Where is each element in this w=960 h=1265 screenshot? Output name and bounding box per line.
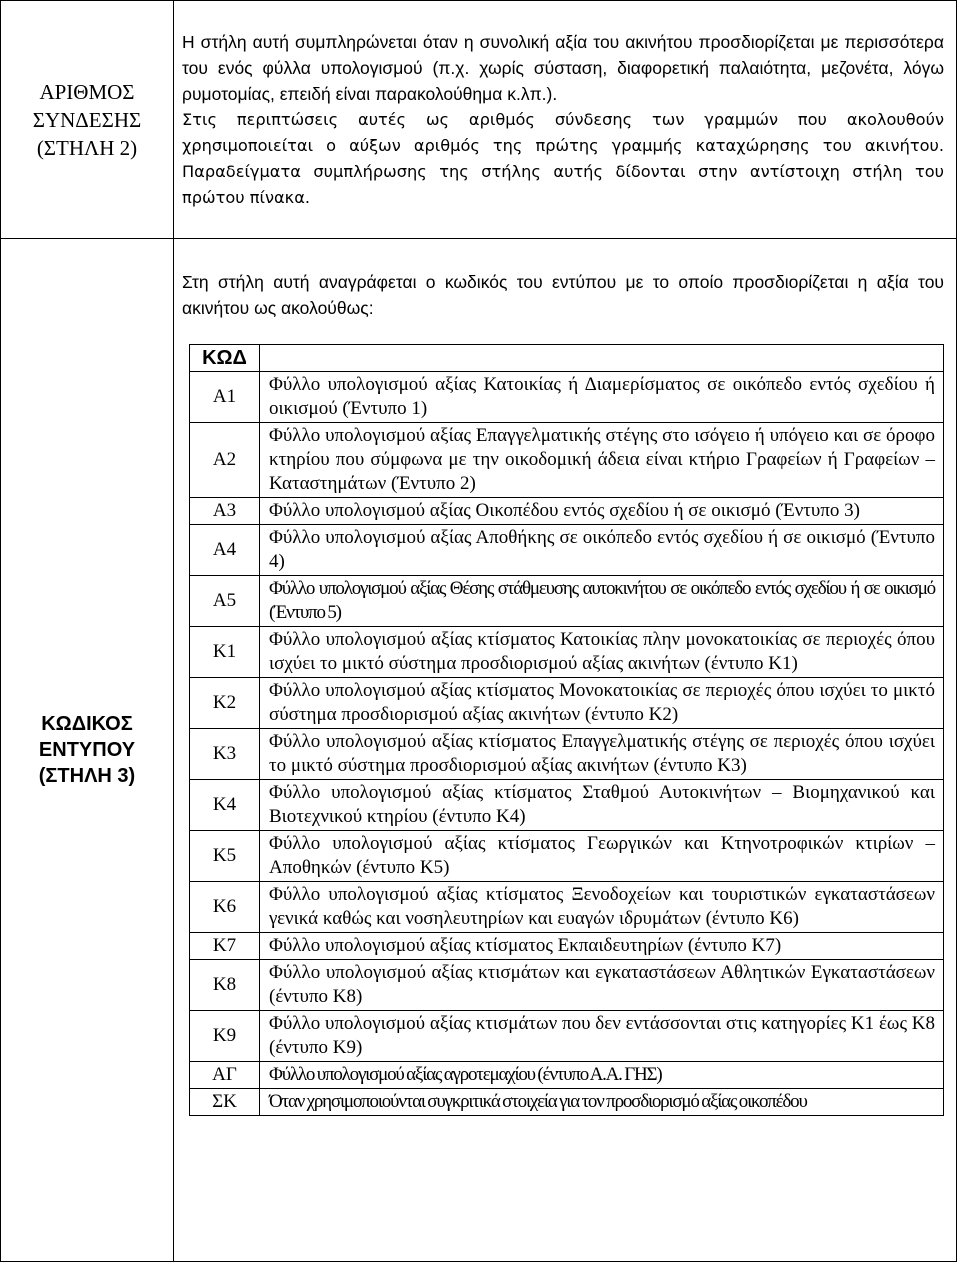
row-code: Κ3 [190, 729, 260, 780]
table-row [190, 372, 944, 423]
row-code: ΣΚ [190, 1089, 260, 1116]
row-code: ΑΓ [190, 1062, 260, 1089]
row-code: Α5 [190, 576, 260, 627]
table-row [190, 960, 944, 1011]
column-header-code: ΚΩΔ [190, 345, 260, 372]
row-description: Φύλλο υπολογισμού αξίας κτίσματος Εκπαιδευτηρίων (έντυπο Κ7) [260, 933, 944, 960]
row-description: Φύλλο υπολογισμού αξίας κτίσματος Γεωργικών και Κτηνοτροφικών κτιρίων – Αποθηκών (έντυπο Κ5) [260, 831, 944, 882]
table-header-row [190, 345, 944, 372]
table-row [190, 576, 944, 627]
codes-table [189, 344, 944, 1116]
row-code: Κ1 [190, 627, 260, 678]
section-connection-number [1, 1, 956, 239]
table-row [190, 627, 944, 678]
intro-paragraph: Στη στήλη αυτή αναγράφεται ο κωδικός του εντύπου με το οποίο προσδιορίζεται η αξία του ακινήτου ως ακολούθως: [182, 272, 944, 318]
row-code: Α4 [190, 525, 260, 576]
row-description: Φύλλο υπολογισμού αξίας Επαγγελματικής στέγης στο ισόγειο ή υπόγειο και σε όροφο κτηρίου που σύμφωνα με την οικοδομική άδεια είναι κτήριο Γραφείων ή Γραφείων – Καταστημάτων (Έντυπο 2) [260, 423, 944, 498]
row-description: Φύλλο υπολογισμού αξίας κτίσματος Επαγγελματικής στέγης σε περιοχές όπου ισχύει το μικτό σύστημα προσδιορισμού αξίας ακινήτων (έντυπο Κ3) [260, 729, 944, 780]
row-description: Φύλλο υπολογισμού αξίας κτίσματος Κατοικίας πλην μονοκατοικίας σε περιοχές όπου ισχύει το μικτό σύστημα προσδιορισμού αξίας ακινήτων (έντυπο Κ1) [260, 627, 944, 678]
row-code: Κ5 [190, 831, 260, 882]
table-row [190, 831, 944, 882]
row-code: Κ4 [190, 780, 260, 831]
table-row [190, 1011, 944, 1062]
row-description: Φύλλο υπολογισμού αξίας κτίσματος Ξενοδοχείων και τουριστικών εγκαταστάσεων γενικά καθώς και νοσηλευτηρίων και ευαγών ιδρυμάτων (έντυπο Κ6) [260, 882, 944, 933]
paragraph: Στις περιπτώσεις αυτές ως αριθμός σύνδεσης των γραμμών που ακολουθούν χρησιμοποιείται ο αύξων αριθμός της πρώτης γραμμής καταχώρησης του ακινήτου. Παραδείγματα συμπλήρωσης της στήλης αυτής δίδονται στην αντίστοιχη στήλη του πρώτου πίνακα. [182, 110, 944, 207]
row-description: Όταν χρησιμοποιούνται συγκριτικά στοιχεία για τον προσδιορισμό αξίας οικοπέδου [260, 1089, 944, 1116]
row-description: Φύλλο υπολογισμού αξίας κτισμάτων που δεν εντάσσονται στις κατηγορίες Κ1 έως Κ8 (έντυπο Κ9) [260, 1011, 944, 1062]
row-code: Κ7 [190, 933, 260, 960]
table-row [190, 525, 944, 576]
table-row [190, 498, 944, 525]
table-row [190, 678, 944, 729]
table-row [190, 729, 944, 780]
row-code: Κ9 [190, 1011, 260, 1062]
section-content [182, 29, 944, 211]
row-code: Κ6 [190, 882, 260, 933]
row-description: Φύλλο υπολογισμού αξίας Οικοπέδου εντός σχεδίου ή σε οικισμό (Έντυπο 3) [260, 498, 944, 525]
table-row [190, 423, 944, 498]
row-description: Φύλλο υπολογισμού αξίας Κατοικίας ή Διαμερίσματος σε οικόπεδο εντός σχεδίου ή οικισμού (Έντυπο 1) [260, 372, 944, 423]
column-header-desc [260, 345, 944, 372]
paragraph: Η στήλη αυτή συμπληρώνεται όταν η συνολική αξία του ακινήτου προσδιορίζεται με περισσότερα του ενός φύλλα υπολογισμού (π.χ. χωρίς σύσταση, διαφορετική παλαιότητα, μεζονέτα, λόγω ρυμοτομίας, επειδή είναι παρακολούθημα κ.λπ.). [182, 32, 944, 104]
row-code: Κ2 [190, 678, 260, 729]
section-form-code [1, 239, 956, 1261]
row-code: Α2 [190, 423, 260, 498]
row-code: Α3 [190, 498, 260, 525]
row-description: Φύλλο υπολογισμού αξίας Αποθήκης σε οικόπεδο εντός σχεδίου ή σε οικισμό (Έντυπο 4) [260, 525, 944, 576]
table-row [190, 933, 944, 960]
row-description: Φύλλο υπολογισμού αξίας Θέσης στάθμευσης αυτοκινήτου σε οικόπεδο εντός σχεδίου ή σε οικισμό (Έντυπο 5) [260, 576, 944, 627]
row-description: Φύλλο υπολογισμού αξίας κτίσματος Σταθμού Αυτοκινήτων – Βιομηχανικού και Βιοτεχνικού κτηρίου (έντυπο Κ4) [260, 780, 944, 831]
table-row [190, 780, 944, 831]
table-row [190, 1089, 944, 1116]
row-description: Φύλλο υπολογισμού αξίας κτισμάτων και εγκαταστάσεων Αθλητικών Εγκαταστάσεων (έντυπο Κ8) [260, 960, 944, 1011]
row-code: Κ8 [190, 960, 260, 1011]
table-row [190, 1062, 944, 1089]
row-description: Φύλλο υπολογισμού αξίας κτίσματος Μονοκατοικίας σε περιοχές όπου ισχύει το μικτό σύστημα προσδιορισμού αξίας ακινήτων (έντυπο Κ2) [260, 678, 944, 729]
section-label: ΑΡΙΘΜΟΣ ΣΥΝΔΕΣΗΣ (ΣΤΗΛΗ 2) [1, 1, 174, 238]
row-code: Α1 [190, 372, 260, 423]
section-label: ΚΩΔΙΚΟΣ ΕΝΤΥΠΟΥ (ΣΤΗΛΗ 3) [1, 239, 174, 1261]
table-row [190, 882, 944, 933]
row-description: Φύλλο υπολογισμού αξίας αγροτεμαχίου (έντυπο Α.Α. ΓΗΣ) [260, 1062, 944, 1089]
